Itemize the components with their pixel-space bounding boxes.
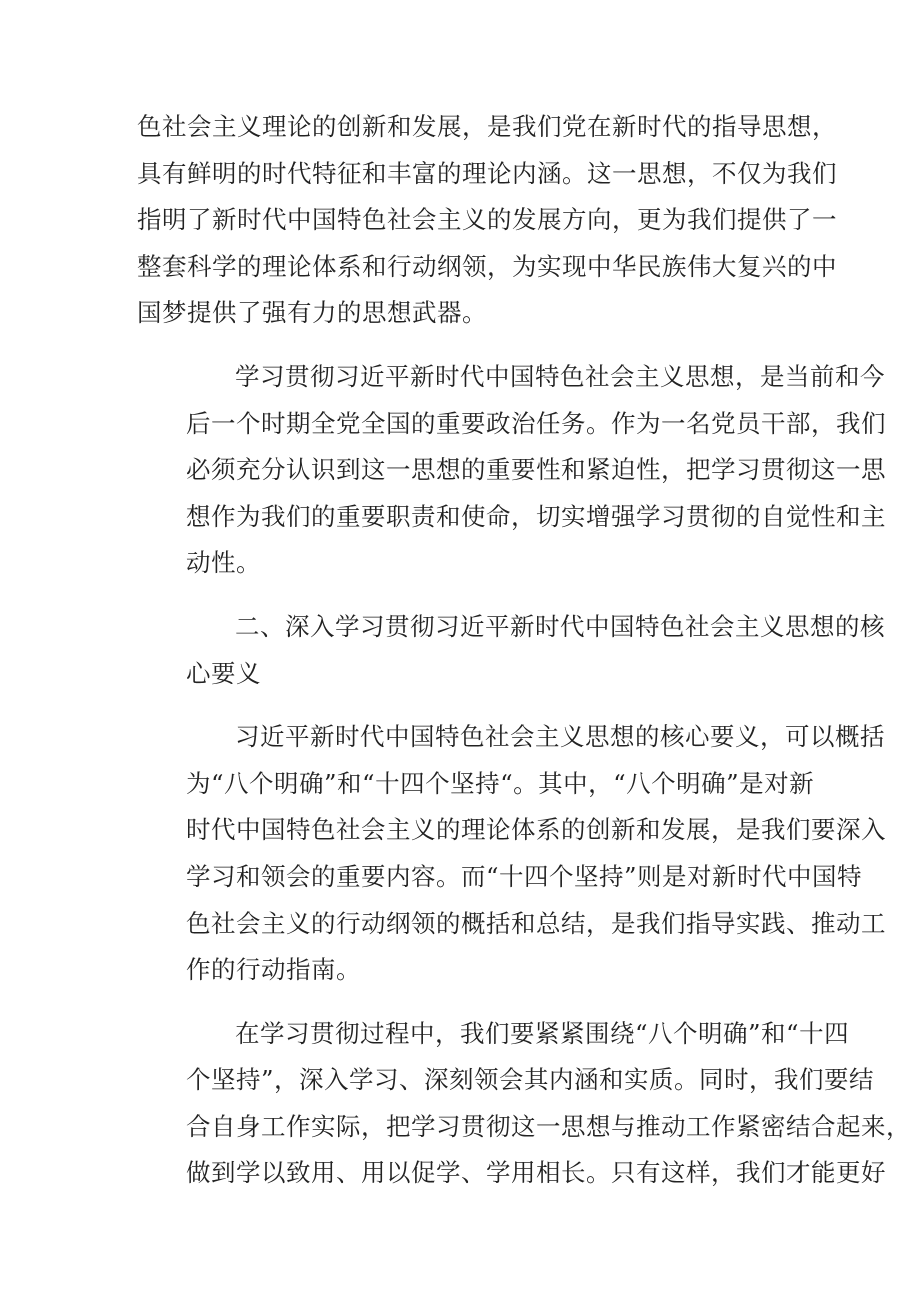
text-line: 必须充分认识到这一思想的重要性和紧迫性，把学习贯彻这一思: [186, 455, 886, 485]
text-line: 做到学以致用、用以促学、学用相长。只有这样，我们才能更好: [186, 1158, 886, 1188]
paragraph-spacer: [137, 587, 797, 604]
text-line: 个坚持”，深入学习、深刻领会其内涵和实质。同时，我们要结: [186, 1065, 875, 1095]
text-line: 具有鲜明的时代特征和丰富的理论内涵。这一思想，不仅为我们: [137, 158, 837, 188]
paragraph-spacer: [137, 337, 797, 354]
text-line: 国梦提供了强有力的思想武器。: [137, 298, 487, 328]
text-line: 作的行动指南。: [186, 955, 361, 985]
text-line: 色社会主义理论的创新和发展，是我们党在新时代的指导思想，: [137, 112, 837, 141]
paragraph-1: [137, 104, 837, 337]
text-line: 为“八个明确”和“十四个坚持“。其中，“八个明确”是对新: [186, 768, 815, 798]
paragraph-5: [137, 1011, 911, 1197]
text-line: 合自身工作实际，把学习贯彻这一思想与推动工作紧密结合起来，: [186, 1111, 911, 1141]
paragraph-2: [137, 354, 886, 587]
text-line: 后一个时期全党全国的重要政治任务。作为一名党员干部，我们: [186, 408, 886, 438]
text-line: 动性。: [186, 548, 261, 578]
text-line: 时代中国特色社会主义的理论体系的创新和发展，是我们要深入: [186, 815, 886, 845]
text-line: 学习贯彻习近平新时代中国特色社会主义思想，是当前和今: [235, 361, 885, 391]
text-line: 色社会主义的行动纲领的概括和总结，是我们指导实践、推动工: [186, 908, 886, 938]
heading-line: 心要义: [186, 658, 261, 688]
text-line: 指明了新时代中国特色社会主义的发展方向，更为我们提供了一: [137, 205, 837, 235]
paragraph-4: [137, 714, 886, 994]
text-line: 在学习贯彻过程中，我们要紧紧围绕“八个明确”和“十四: [235, 1018, 850, 1048]
text-line: 整套科学的理论体系和行动纲领，为实现中华民族伟大复兴的中: [137, 251, 837, 281]
paragraph-spacer: [137, 697, 797, 714]
section-heading: [137, 604, 885, 697]
document-body: [137, 104, 911, 1197]
text-line: 习近平新时代中国特色社会主义思想的核心要义，可以概括: [235, 722, 885, 752]
text-line: 学习和领会的重要内容。而“十四个坚持”则是对新时代中国特: [186, 861, 863, 891]
text-line: 想作为我们的重要职责和使命，切实增强学习贯彻的自觉性和主: [186, 501, 886, 531]
heading-line: 二、深入学习贯彻习近平新时代中国特色社会主义思想的核: [235, 611, 885, 641]
paragraph-spacer: [137, 994, 797, 1011]
